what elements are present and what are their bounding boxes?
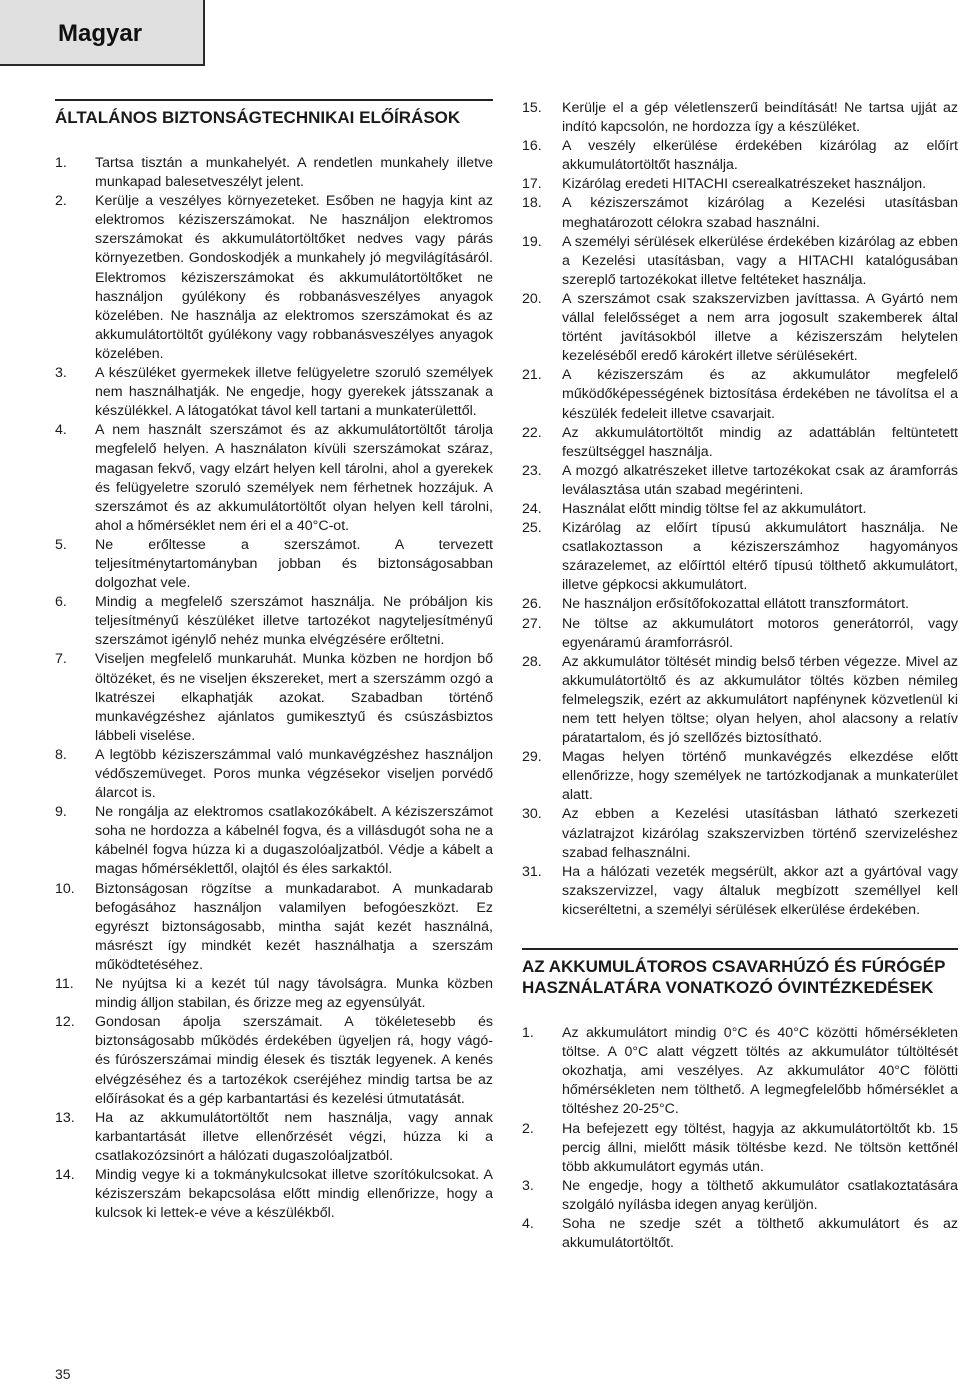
safety-list-right bbox=[522, 99, 958, 920]
list-item bbox=[522, 519, 958, 595]
list-item-number: 24. bbox=[522, 500, 542, 517]
list-item bbox=[55, 880, 493, 975]
list-item bbox=[55, 1166, 493, 1223]
list-item bbox=[55, 803, 493, 879]
list-item-number: 28. bbox=[522, 653, 542, 670]
list-item-text: Kerülje a veszélyes környezeteket. Esőben ne hagyja kint az elektromos kéziszerszámokat. Ne használjon elektromos szerszámokat és akkumulátortöltőket nedves vagy párás környezetben. Gondoskodjék a munkahely jó megvilágításáról. Elektromos kéziszerszámokat és akkumulátortöltőket ne használjon gyúlékony és robbanásveszélyes anyagok közelében. Ne használja az elektromos szerszámokat és az akkumulátortöltőt gyúlékony vagy robbanásveszélyes anyagok közelében. bbox=[95, 193, 493, 362]
list-item bbox=[55, 421, 493, 536]
list-item-number: 21. bbox=[522, 367, 542, 384]
list-item-number: 13. bbox=[55, 1109, 75, 1126]
list-item-number: 22. bbox=[522, 424, 542, 441]
list-item-text: Ha befejezett egy töltést, hagyja az akkumulátortöltőt kb. 15 percig állni, mielőtt másik töltésbe kezd. Ne töltsön kettőnél több akkumulátort egymás után. bbox=[562, 1120, 958, 1175]
list-item bbox=[55, 1109, 493, 1166]
list-item-text: Kizárólag az előírt típusú akkumulátort használja. Ne csatlakoztasson a kéziszerszámhoz hagyományos szárazelemet, az előírttól eltérő típusú tölthető akkumulátort, illetve gépkocsi akkumulátort. bbox=[562, 520, 958, 594]
list-item-number: 14. bbox=[55, 1166, 75, 1183]
list-item-number: 3. bbox=[55, 365, 67, 382]
list-item bbox=[522, 462, 958, 500]
list-item-number: 15. bbox=[522, 100, 542, 116]
left-column bbox=[55, 99, 493, 1223]
list-item bbox=[522, 500, 958, 519]
list-item bbox=[522, 1215, 958, 1253]
list-item-number: 23. bbox=[522, 462, 542, 479]
list-item bbox=[55, 593, 493, 650]
list-item-text: Ha az akkumulátortöltőt nem használja, vagy annak karbantartását illetve ellenőrzését végzi, húzza ki a csatlakozózsinórt a hálózati dugaszolóaljzatból. bbox=[95, 1109, 493, 1164]
list-item-number: 18. bbox=[522, 195, 542, 212]
list-item-number: 30. bbox=[522, 806, 542, 823]
list-item bbox=[55, 1013, 493, 1108]
list-item bbox=[522, 615, 958, 653]
list-item-number: 6. bbox=[55, 594, 67, 611]
list-item-text: Biztonságosan rögzítse a munkadarabot. A munkadarab befogásához használjon valamilyen befogóeszközt. Ez egyrészt biztonságosabb, mintha saját kezét használná, másrészt így mindkét kezét használhatja a szerszám működtetéséhez. bbox=[95, 880, 493, 973]
list-item-number: 10. bbox=[55, 880, 75, 897]
list-item-text: A legtöbb kéziszerszámmal való munkavégzéshez használjon védőszemüveget. Poros munka végzésekor viseljen porvédő álarcot is. bbox=[95, 746, 493, 802]
list-item bbox=[522, 595, 958, 614]
section-rule bbox=[522, 948, 958, 950]
list-item bbox=[55, 975, 493, 1013]
list-item-number: 19. bbox=[522, 233, 542, 250]
list-item-number: 25. bbox=[522, 520, 542, 537]
list-item-text: Az akkumulátortöltőt mindig az adattáblán feltüntetett feszültséggel használja. bbox=[562, 424, 958, 460]
list-item bbox=[55, 650, 493, 745]
list-item-text: Ne engedje, hogy a tölthető akkumulátor csatlakoztatására szolgáló nyílásba idegen anyag kerüljön. bbox=[562, 1177, 958, 1213]
list-item-number: 1. bbox=[522, 1025, 534, 1042]
list-item bbox=[522, 233, 958, 290]
list-item bbox=[522, 1177, 958, 1215]
list-item-number: 26. bbox=[522, 596, 542, 613]
list-item-text: Az akkumulátor töltését mindig belső térben végezze. Mivel az akkumulátortöltő és az akkumulátor töltés közben némileg felmelegszik, ezért az akkumulátort napfénynek közvetlenül ki nem tett helyen töltse; olyan helyen, ahol alacsony a relatív páratartalom, és jó szellőzés biztosítható. bbox=[562, 653, 958, 747]
list-item-number: 16. bbox=[522, 138, 542, 155]
list-item bbox=[522, 366, 958, 423]
list-item bbox=[522, 805, 958, 862]
list-item bbox=[55, 536, 493, 593]
language-label: Magyar bbox=[58, 20, 143, 47]
list-item bbox=[522, 99, 958, 137]
list-item-number: 31. bbox=[522, 863, 542, 880]
list-item-number: 5. bbox=[55, 536, 67, 553]
list-item-text: Ne rongálja az elektromos csatlakozókábelt. A kéziszerszámot soha ne hordozza a kábelnél fogva, és a villásdugót soha ne a kábelnél fogva húzza ki a dugaszolóaljzatból. Védje a kábelt a magas hőmérséklettől, olajtól és éles sarkaktól. bbox=[95, 804, 493, 878]
list-item-text: A szerszámot csak szakszervizben javíttassa. A Gyártó nem vállal felelősséget a nem arra jogosult szakemberek által történt javításokból illetve a kéziszerszám helytelen kezeléséből eredő károkért illetve sérülésekért. bbox=[562, 290, 958, 365]
list-item-number: 4. bbox=[55, 422, 67, 439]
list-item-text: Ha a hálózati vezeték megsérült, akkor azt a gyártóval vagy szakszervizzel, vagy általuk megbízott személlyel kell kicseréltetni, a személyi sérülések elkerülése érdekében. bbox=[562, 863, 958, 918]
list-item-number: 11. bbox=[55, 976, 74, 993]
list-item-text: Az ebben a Kezelési utasításban látható szerkezeti vázlatrajzot kizárólag szakszervizben történő szervizeléshez szabad felhasználni. bbox=[562, 806, 958, 861]
list-item-text: Ne töltse az akkumulátort motoros generátorról, vagy egyenáramú áramforrásról. bbox=[562, 615, 958, 651]
list-item-text: A kéziszerszám és az akkumulátor megfelelő működőképességének biztosítása érdekében ne távolítsa el a készülék fedeleit illetve csavarjait. bbox=[562, 367, 958, 422]
list-item-number: 1. bbox=[55, 155, 67, 171]
list-item-number: 29. bbox=[522, 749, 542, 766]
list-item-number: 2. bbox=[55, 193, 67, 210]
list-item-text: Ne nyújtsa ki a kezét túl nagy távolságra. Munka közben mindig álljon stabilan, és őrizze meg az egyensúlyát. bbox=[95, 976, 493, 1012]
language-tab bbox=[0, 0, 205, 66]
list-item-text: Magas helyen történő munkavégzés elkezdése előtt ellenőrizze, hogy személyek ne tartózkodjanak a munkaterület alatt. bbox=[562, 749, 958, 804]
list-item bbox=[55, 364, 493, 421]
list-item bbox=[522, 424, 958, 462]
list-item-text: Gondosan ápolja szerszámait. A tökéletesebb és biztonságosabb működés érdekében ügyeljen rá, hogy vágó- és fúrószerszámai mindig élesek és tiszták legyenek. A kenés elvégzéséhez és a tartozékok cseréjéhez mindig tartsa be az előírásokat és a gép karbantartási és kezelési útmutatását. bbox=[95, 1014, 493, 1107]
battery-precautions-list bbox=[522, 1024, 958, 1253]
list-item-number: 4. bbox=[522, 1215, 534, 1232]
list-item bbox=[522, 194, 958, 232]
list-item bbox=[522, 290, 958, 366]
list-item-text: Mindig vegye ki a tokmánykulcsokat illetve szorítókulcsokat. A kéziszerszám bekapcsolása előtt mindig ellenőrizze, hogy a kulcsok ki lettek-e véve a készülékből. bbox=[95, 1166, 493, 1222]
list-item-text: Kizárólag eredeti HITACHI cserealkatrészeket használjon. bbox=[562, 176, 927, 193]
section-heading-battery-drill: AZ AKKUMULÁTOROS CSAVARHÚZÓ ÉS FÚRÓGÉP HASZNÁLATÁRA VONATKOZÓ ÓVINTÉZKEDÉSEK bbox=[522, 957, 946, 998]
list-item-text: Ne használjon erősítőfokozattal ellátott transzformátort. bbox=[562, 596, 909, 613]
section-rule bbox=[55, 99, 493, 101]
list-item-number: 12. bbox=[55, 1014, 75, 1031]
list-item-text: Kerülje el a gép véletlenszerű beindítását! Ne tartsa ujját az indító kapcsolón, ne hordozza így a készüléket. bbox=[562, 100, 958, 136]
list-item-text: A nem használt szerszámot és az akkumulátortöltőt tárolja megfelelő helyen. A használaton kívüli szerszámokat száraz, magasan fekvő, vagy elzárt helyen kell tárolni, ahol a gyerekek és felügyeletre szoruló személyek nem férhetnek hozzájuk. A szerszámot és az akkumulátortöltőt olyan helyen kell tárolni, ahol a hőmérséklet nem éri el a 40°C-ot. bbox=[95, 422, 493, 534]
list-item bbox=[55, 192, 493, 364]
list-item-text: A személyi sérülések elkerülése érdekében kizárólag az ebben a Kezelési utasításban, vagy a HITACHI katalógusában szereplő tartozékokat illetve feltéteket használja. bbox=[562, 233, 958, 288]
list-item-number: 3. bbox=[522, 1177, 534, 1194]
list-item bbox=[55, 746, 493, 803]
list-item bbox=[522, 1024, 958, 1119]
list-item-number: 8. bbox=[55, 746, 67, 763]
list-item-number: 9. bbox=[55, 804, 67, 821]
list-item-text: Ne erőltesse a szerszámot. A tervezett teljesítménytartományban jobban és biztonságosabban dolgozhat vele. bbox=[95, 536, 493, 592]
safety-list-left bbox=[55, 154, 493, 1223]
list-item bbox=[522, 748, 958, 805]
list-item bbox=[522, 863, 958, 920]
list-item-text: Viseljen megfelelő munkaruhát. Munka közben ne hordjon bő öltözéket, és ne viseljen ékszereket, mert a szerszámm ozgó a lkatrészei elkaphatják azokat. Szabadban történő munkavégzéshez ajánlatos gumikesztyű és csúszásbiztos lábbeli viselése. bbox=[95, 651, 493, 744]
page-number: 35 bbox=[55, 1366, 71, 1382]
right-column bbox=[522, 99, 958, 1253]
list-item-text: Tartsa tisztán a munkahelyét. A rendetlen munkahely illetve munkapad balesetveszélyt jelent. bbox=[95, 155, 493, 191]
list-item-number: 2. bbox=[522, 1120, 534, 1137]
section-gap bbox=[522, 920, 958, 948]
list-item bbox=[522, 175, 958, 194]
section-heading-general-safety: ÁLTALÁNOS BIZTONSÁGTECHNIKAI ELŐÍRÁSOK bbox=[55, 108, 461, 127]
list-item-text: Az akkumulátort mindig 0°C és 40°C közötti hőmérsékleten töltse. A 0°C alatt végzett töltés az akkumulátor túltöltését okozhatja, ami veszélyes. Az akkumulátor 40°C fölötti hőmérsékleten nem tölthető. A legmegfelelőbb hőmérséklet a töltéshez 20-25°C. bbox=[562, 1025, 958, 1118]
list-item-text: A készüléket gyermekek illetve felügyeletre szoruló személyek nem használhatják. Ne engedje, hogy gyerekek játsszanak a készülékkel. A látogatókat távol kell tartani a munkaterülettől. bbox=[95, 365, 493, 420]
list-item-number: 17. bbox=[522, 176, 542, 193]
list-item-text: A veszély elkerülése érdekében kizárólag az előírt akkumulátortöltőt használja. bbox=[562, 138, 958, 174]
list-item-text: Használat előtt mindig töltse fel az akkumulátort. bbox=[562, 500, 867, 517]
list-item bbox=[522, 137, 958, 175]
list-item bbox=[522, 653, 958, 748]
list-item bbox=[55, 154, 493, 192]
list-item-text: A kéziszerszámot kizárólag a Kezelési utasításban meghatározott célokra szabad használni. bbox=[562, 195, 958, 231]
list-item-number: 27. bbox=[522, 615, 542, 632]
list-item bbox=[522, 1120, 958, 1177]
list-item-text: Mindig a megfelelő szerszámot használja. Ne próbáljon kis teljesítményű készüléket illetve tartozékot nagyteljesítményű szerszámot igénylő nehéz munka elvégzésére erőltetni. bbox=[95, 594, 493, 649]
list-item-number: 20. bbox=[522, 290, 542, 307]
list-item-text: A mozgó alkatrészeket illetve tartozékokat csak az áramforrás leválasztása után szabad megérinteni. bbox=[562, 462, 958, 498]
list-item-number: 7. bbox=[55, 651, 67, 668]
list-item-text: Soha ne szedje szét a tölthető akkumulátort és az akkumulátortöltőt. bbox=[562, 1215, 958, 1252]
